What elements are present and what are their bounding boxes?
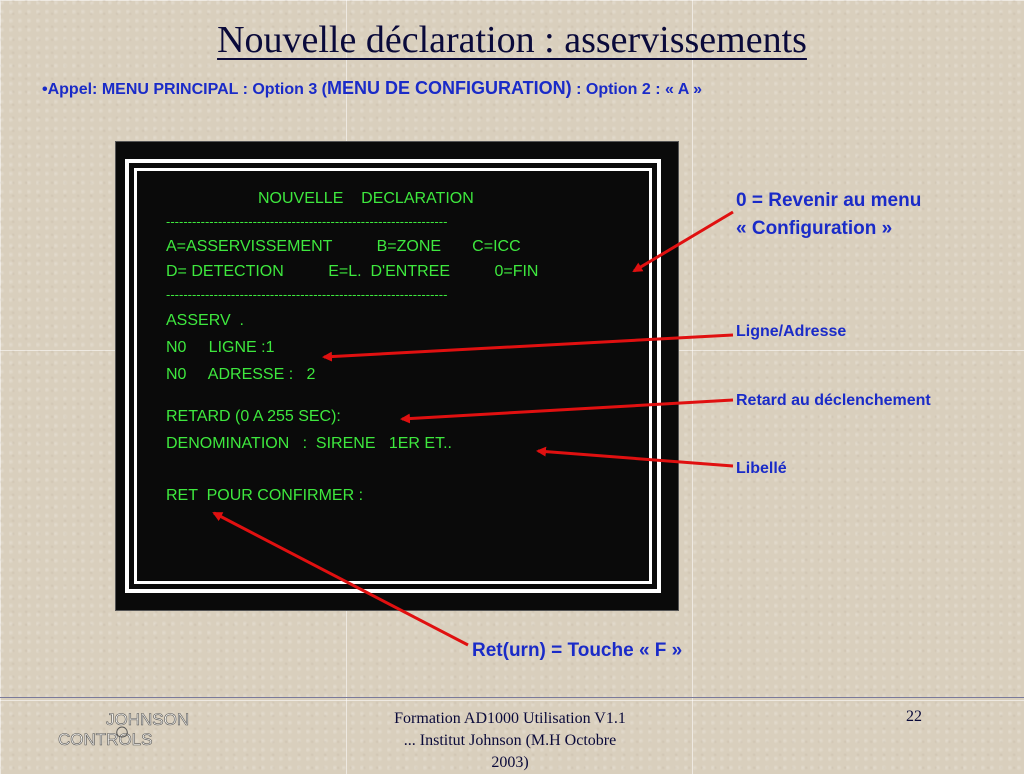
logo-bottom-text: CONTROLS (58, 730, 153, 749)
annotation-revenir-line1: 0 = Revenir au menu (736, 190, 922, 211)
annotation-ligne-adresse: Ligne/Adresse (736, 323, 847, 340)
subtitle-part3: : Option 2 : « A » (571, 81, 703, 98)
terminal-asserv: ASSERV . (166, 312, 244, 329)
terminal-heading: NOUVELLE DECLARATION (258, 190, 474, 207)
annotation-revenir-line2: « Configuration » (736, 218, 893, 239)
footer-line1: Formation AD1000 Utilisation V1.1 (394, 710, 626, 727)
arrow-return-key (214, 513, 468, 645)
terminal-ret: RET POUR CONFIRMER : (166, 487, 364, 504)
arrow-libelle (538, 451, 733, 466)
arrow-retard (402, 400, 733, 419)
terminal-denomination: DENOMINATION : SIRENE 1ER ET.. (166, 435, 452, 452)
annotation-return-key: Ret(urn) = Touche « F » (472, 640, 683, 661)
page-number: 22 (906, 708, 922, 725)
slide-title-text: Nouvelle déclaration : asservissements (217, 19, 807, 61)
johnson-controls-logo (56, 705, 216, 750)
terminal-separator-top: ----------------------------------------------------------------- (166, 214, 448, 229)
terminal-retard: RETARD (0 A 255 SEC): (166, 408, 341, 425)
footer-line3: 2003) (491, 754, 529, 771)
arrow-revenir (634, 212, 733, 271)
footer-line2: ... Institut Johnson (M.H Octobre (403, 732, 617, 749)
terminal-ligne: N0 LIGNE :1 (166, 339, 275, 356)
terminal-menu-line1: A=ASSERVISSEMENT B=ZONE C=ICC (166, 238, 521, 255)
footer-text (350, 708, 670, 774)
footer-divider (0, 697, 1024, 698)
subtitle-part2: MENU DE CONFIGURATION) (327, 78, 572, 98)
logo-top-text: JOHNSON (106, 710, 190, 729)
arrow-ligne-adresse (324, 335, 733, 357)
terminal-adresse: N0 ADRESSE : 2 (166, 366, 316, 383)
terminal-separator-bottom: ----------------------------------------------------------------- (166, 287, 448, 302)
subtitle-part1: •Appel: MENU PRINCIPAL : Option 3 ( (42, 81, 327, 98)
annotation-retard: Retard au déclenchement (736, 392, 931, 409)
terminal-menu-line2: D= DETECTION E=L. D'ENTREE 0=FIN (166, 263, 539, 280)
annotation-libelle: Libellé (736, 460, 787, 477)
